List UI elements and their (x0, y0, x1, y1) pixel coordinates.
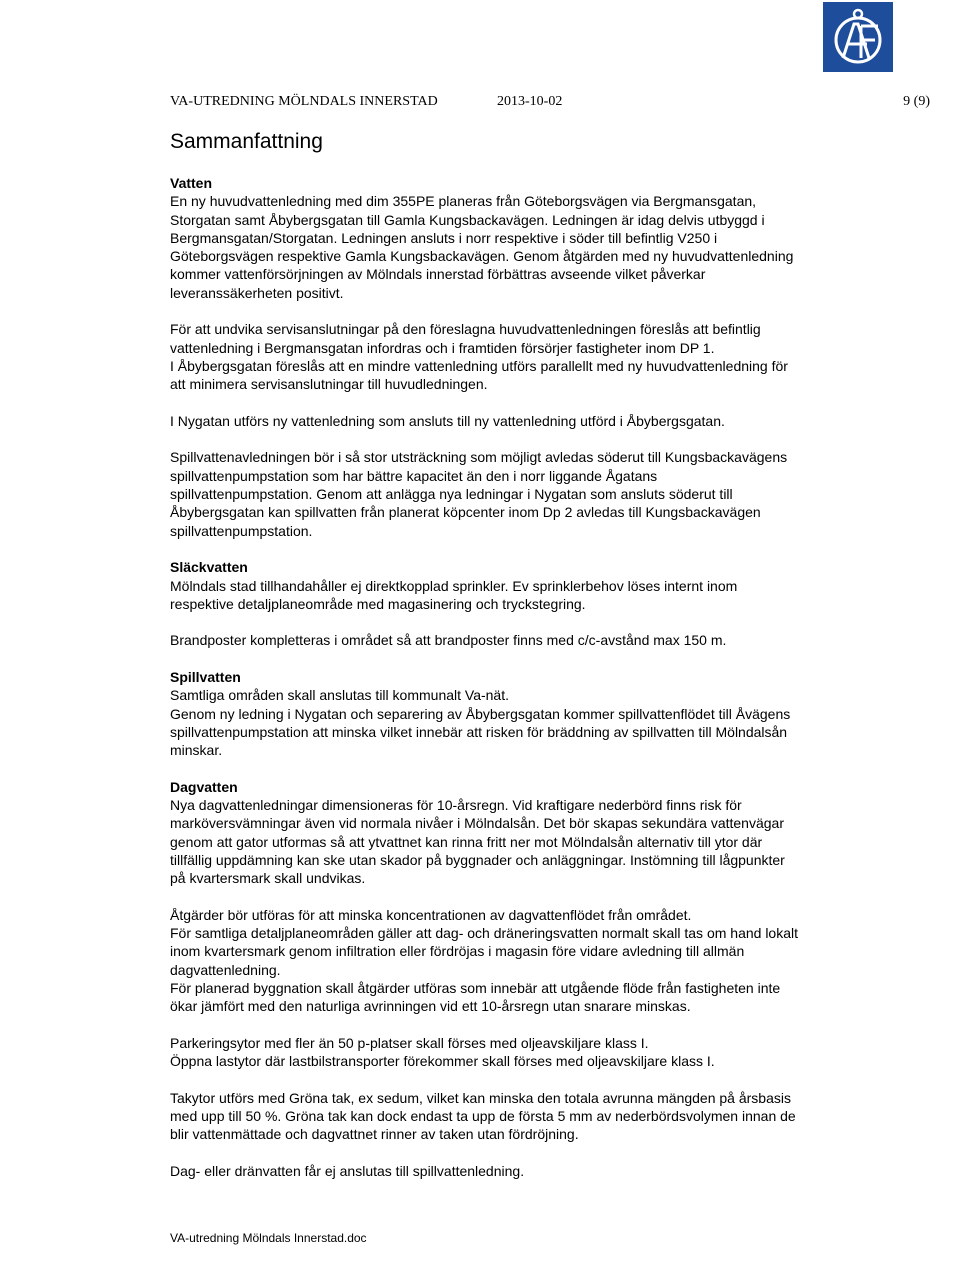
text-line: För planerad byggnation skall åtgärder utföras som innebär att utgående flöde från fastigheten inte (170, 980, 781, 997)
text-line: Storgatan samt Åbybergsgatan till Gamla Kungsbackavägen. Ledningen är idag delvis utbyggd i (170, 211, 765, 228)
text-line: Spillvattenavledningen bör i så stor utsträckning som möjligt avledas söderut till Kungsbackavägens (170, 449, 788, 466)
text-line: tillfällig uppdämning kan ske utan skador på byggnader och anläggningar. Instömning till lågpunkter (170, 851, 785, 868)
text-line: ökar jämfört med den naturliga avrinningen vid ett 10-årsregn utan snarare minskas. (170, 998, 691, 1015)
text-line: marköversvämningar även vid normala nivåer i Mölndalsån. Det bör skapas sekundära vattenvägar (170, 815, 784, 832)
slackvatten-paragraph-1 (170, 558, 900, 613)
page-footer: VA-utredning Mölndals Innerstad.doc (170, 1231, 367, 1245)
text-line: Bergmansgatan/Storgatan. Ledningen ansluts i norr respektive i söder till befintlig V250 i (170, 229, 718, 246)
section-heading-slackvatten: Släckvatten (170, 559, 248, 576)
text-line: Genom ny ledning i Nygatan och separering av Åbybergsgatan kommer spillvattenflödet till Åvägens (170, 705, 791, 722)
vatten-paragraph-2 (170, 320, 900, 393)
text-line: spillvattenpumpstation. Genom att anlägga nya ledningar i Nygatan som ansluts söderut till (170, 486, 733, 503)
dagvatten-paragraph-3 (170, 1034, 900, 1071)
text-line: En ny huvudvattenledning med dim 355PE planeras från Göteborgsvägen via Bergmansgatan, (170, 193, 757, 210)
vatten-paragraph-4 (170, 448, 900, 539)
text-line: spillvattenpumpstation som har bättre kapacitet än den i norr liggande Ågatans (170, 467, 658, 484)
page-title: Sammanfattning (170, 130, 323, 153)
text-line: blir vattenmättade och dagvattnet rinner av taken utan fördröjning. (170, 1126, 579, 1143)
document-body (170, 174, 900, 1199)
header-date: 2013-10-02 (497, 94, 563, 109)
dagvatten-paragraph-5 (170, 1162, 900, 1180)
text-line: Nya dagvattenledningar dimensioneras för 10-årsregn. Vid kraftigare nederbörd finns risk för (170, 797, 742, 814)
text-line: kommer vattenförsörjningen av Mölndals innerstad förbättras avseende vilket påverkar (170, 266, 706, 283)
text-line: Brandposter kompletteras i området så att brandposter finns med c/c-avstånd max 150 m. (170, 632, 727, 649)
text-line: I Åbybergsgatan föreslås att en mindre vattenledning utförs parallellt med ny huvudvattenledning för (170, 357, 788, 374)
section-heading-vatten: Vatten (170, 175, 213, 191)
text-line: För att undvika servisanslutningar på den föreslagna huvudvattenledningen föreslås att befintlig (170, 321, 761, 338)
text-line: på kvartersmark skall undvikas. (170, 870, 366, 887)
text-line: minskar. (170, 742, 223, 759)
text-line: Dag- eller dränvatten får ej anslutas till spillvattenledning. (170, 1163, 525, 1180)
company-logo (823, 2, 893, 72)
dagvatten-paragraph-2 (170, 906, 900, 1016)
afconsult-logo-icon (823, 2, 893, 72)
text-line: att minimera servisanslutningar till huvudledningen. (170, 376, 488, 393)
text-line: Göteborgsvägen respektive Gamla Kungsbackavägen. Genom åtgärden med ny huvudvattenledning (170, 248, 794, 265)
text-line: Mölndals stad tillhandahåller ej direktkopplad sprinkler. Ev sprinklerbehov löses internt inom (170, 577, 738, 594)
dagvatten-paragraph-4 (170, 1089, 900, 1144)
text-line: Åbybergsgatan kan spillvatten från planerat köpcenter inom Dp 2 avledas till Kungsbackavägen (170, 504, 761, 521)
section-heading-spillvatten: Spillvatten (170, 669, 241, 686)
text-line: I Nygatan utförs ny vattenledning som ansluts till ny vattenledning utförd i Åbybergsgatan. (170, 412, 725, 429)
text-line: med upp till 50 %. Gröna tak kan dock endast ta upp de första 5 mm av nederbördsvolymen innan de (170, 1108, 796, 1125)
text-line: inom kvartersmark genom infiltration eller fördröjas i magasin före vidare avledning till allmän (170, 943, 745, 960)
text-line: vattenledning i Bergmansgatan infordras och i framtiden försörjer fastigheter inom DP 1. (170, 339, 715, 356)
text-line: dagvattenledning. (170, 961, 281, 978)
text-line: respektive detaljplaneområde med magasinering och tryckstegring. (170, 595, 586, 612)
text-line: Åtgärder bör utföras för att minska koncentrationen av dagvattenflödet från området. (170, 906, 692, 923)
text-line: Takytor utförs med Gröna tak, ex sedum, vilket kan minska den totala avrunna mängden på årsbasis (170, 1089, 791, 1106)
slackvatten-paragraph-2 (170, 631, 900, 649)
page-header (170, 93, 930, 111)
dagvatten-paragraph-1 (170, 778, 900, 888)
vatten-paragraph-1 (170, 174, 900, 302)
text-line: För samtliga detaljplaneområden gäller att dag- och dräneringsvatten normalt skall tas om hand lokalt (170, 925, 799, 942)
header-page-number: 9 (9) (903, 94, 930, 109)
header-doc-title: VA-UTREDNING MÖLNDALS INNERSTAD (170, 94, 438, 109)
text-line: Parkeringsytor med fler än 50 p-platser skall förses med oljeavskiljare klass I. (170, 1034, 649, 1051)
text-line: spillvattenpumpstation. (170, 522, 313, 539)
section-heading-dagvatten: Dagvatten (170, 778, 238, 795)
spillvatten-paragraph-1 (170, 668, 900, 759)
text-line: genom att gator utformas så att ytvattnet kan rinna fritt ner mot Mölndalsån alternativ till ytor där (170, 833, 763, 850)
vatten-paragraph-3 (170, 412, 900, 430)
text-line: Samtliga områden skall anslutas till kommunalt Va-nät. (170, 687, 510, 704)
text-line: Öppna lastytor där lastbilstransporter förekommer skall förses med oljeavskiljare klass I. (170, 1053, 715, 1070)
text-line: leveranssäkerheten positivt. (170, 284, 344, 301)
text-line: spillvattenpumpstation att minska vilket innebär att risken för bräddning av spillvatten till Mölndalsån (170, 723, 788, 740)
